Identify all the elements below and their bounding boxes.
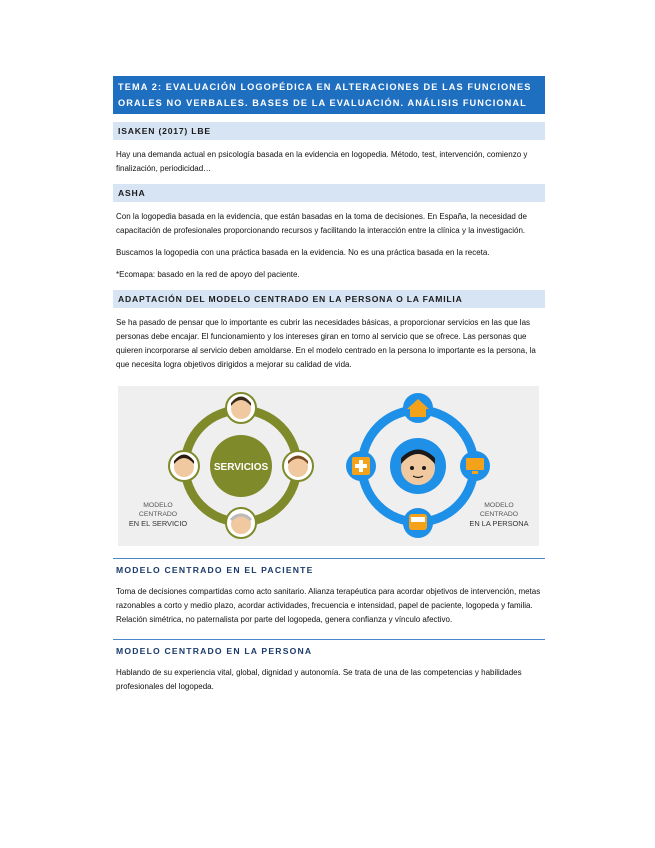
elder-face-icon — [226, 508, 256, 538]
computer-icon — [460, 451, 490, 481]
child-face-icon — [169, 451, 199, 481]
models-figure — [118, 386, 539, 546]
services-label: SERVICIOS — [213, 462, 269, 473]
paragraph-persona: Hablando de su experiencia vital, global, dignidad y autonomía. Se trata de una de las competencias y habilidades profesionales del logopeda. — [116, 668, 522, 691]
right-caption — [466, 501, 532, 528]
section-heading-isaken: ISAKEN (2017) LBE — [113, 122, 545, 140]
section-heading-paciente: MODELO CENTRADO EN EL PACIENTE — [113, 558, 545, 577]
home-icon — [403, 393, 433, 423]
paragraph-asha-3: *Ecomapa: basado en la red de apoyo del paciente. — [116, 270, 300, 279]
section-heading-adaptacion: ADAPTACIÓN DEL MODELO CENTRADO EN LA PERSONA O LA FAMILIA — [113, 290, 545, 308]
left-caption — [128, 501, 188, 528]
paragraph-asha-1: Con la logopedia basada en la evidencia, que están basadas en la toma de decisiones. En España, la necesidad de capacitación de profesionales proporcionando recursos y facilitando la interacción entre la clínica y la investigación. — [116, 212, 527, 235]
person-center-face-icon — [401, 450, 435, 486]
paragraph-paciente: Toma de decisiones compartidas como acto sanitario. Alianza terapéutica para acordar objetivos de intervención, metas razonables a corto y medio plazo, acordar actividades, frecuencia e intensidad, papel de paciente, logopeda y familia. Relación simétrica, no paternalista por parte del logopeda, genera confianza y vínculo afectivo. — [116, 587, 541, 624]
health-plus-icon — [346, 451, 376, 481]
section-heading-persona: MODELO CENTRADO EN LA PERSONA — [113, 639, 545, 658]
left-caption-line-2: CENTRADO — [138, 511, 178, 518]
left-caption-line-1: MODELO — [143, 502, 173, 509]
left-caption-line-3: EN EL SERVICIO — [128, 519, 188, 528]
right-caption-line-1: MODELO — [484, 502, 514, 509]
person-face-icon — [226, 393, 256, 423]
right-caption-line-3: EN LA PERSONA — [469, 519, 529, 528]
right-caption-line-2: CENTRADO — [479, 511, 519, 518]
paragraph-isaken: Hay una demanda actual en psicología basada en la evidencia en logopedia. Método, test, intervención, comienzo y finalización, periodicidad… — [116, 150, 528, 173]
man-face-icon — [283, 451, 313, 481]
bus-icon — [403, 508, 433, 538]
document-page — [113, 76, 545, 694]
section-heading-asha: ASHA — [113, 184, 545, 202]
page-title: TEMA 2: EVALUACIÓN LOGOPÉDICA EN ALTERACIONES DE LAS FUNCIONES ORALES NO VERBALES. BASES DE LA EVALUACIÓN. ANÁLISIS FUNCIONAL — [113, 76, 545, 114]
paragraph-adaptacion: Se ha pasado de pensar que lo importante es cubrir las necesidades básicas, a proporcionar servicios en las que las personas debe encajar. El funcionamiento y los intereses giran en torno al servicio que se ofrece. Las personas que quieren incorporarse al servicio deben amoldarse. En el modelo centrado en la persona lo importante es la persona, la que necesita logra objetivos dirigidos a mejorar su calidad de vida. — [116, 318, 536, 369]
paragraph-asha-2: Buscamos la logopedia con una práctica basada en la evidencia. No es una práctica basada en la receta. — [116, 248, 490, 257]
